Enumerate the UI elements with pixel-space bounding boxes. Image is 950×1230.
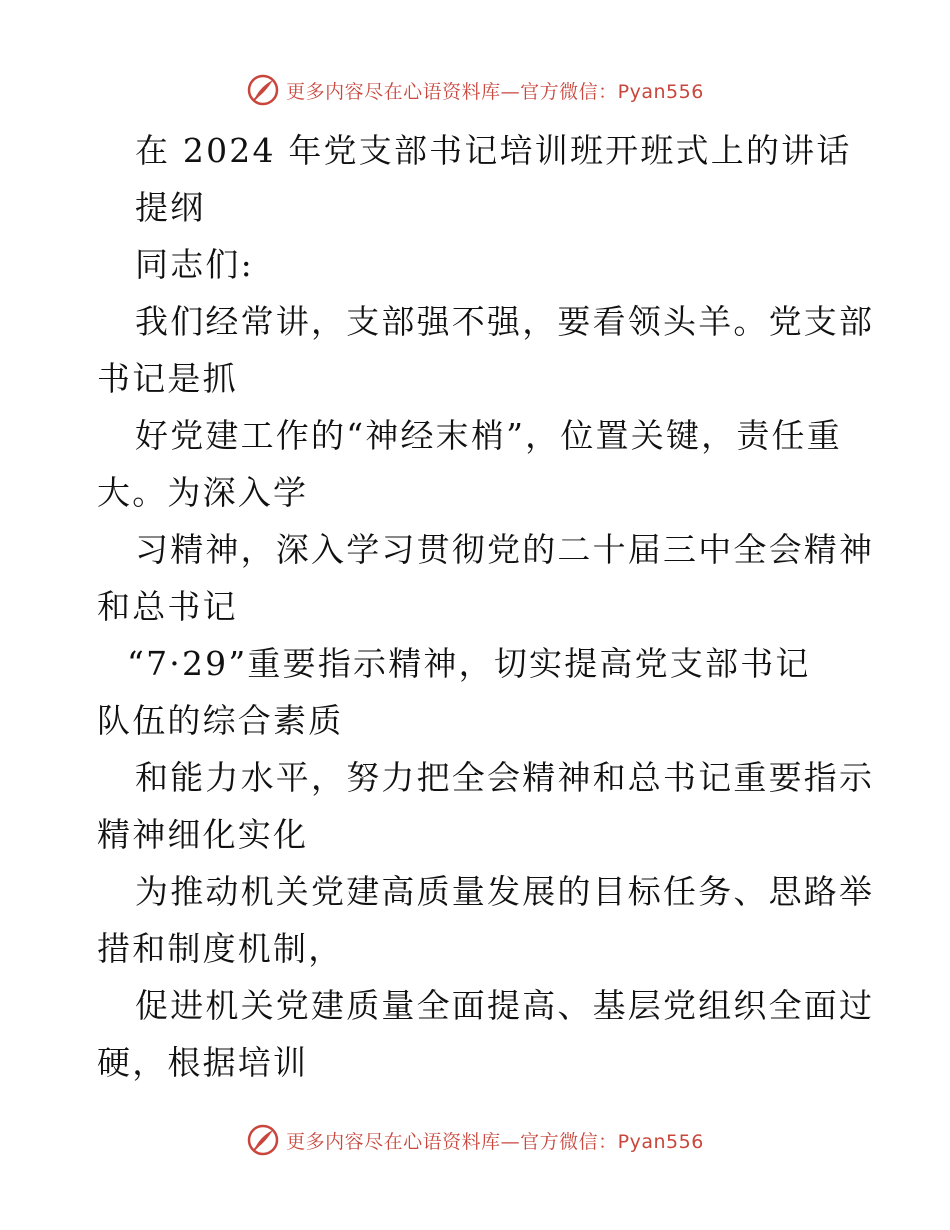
text-line: 精神细化实化 [97,815,309,854]
quill-logo-icon [246,1123,280,1157]
watermark-id: Pyan556 [617,1130,704,1153]
header-watermark [0,70,950,110]
title-line-2: 提纲 [135,188,206,227]
text-line: 书记是抓 [97,359,238,398]
text-line: 和能力水平，努力把全会精神和总书记重要指示 [135,758,875,797]
text-line: 我们经常讲，支部强不强，要看领头羊。党支部 [135,302,875,341]
title-line-1: 在 2024 年党支部书记培训班开班式上的讲话 [135,131,852,170]
text-line: 促进机关党建质量全面提高、基层党组织全面过 [135,986,875,1025]
watermark-text: 更多内容尽在心语资料库—官方微信：Pyan556 [286,80,704,103]
text-line: 为推动机关党建高质量发展的目标任务、思路举 [135,872,875,911]
text-line: 好党建工作的“神经末梢”，位置关键，责任重 [135,416,842,455]
footer-watermark [0,1120,950,1160]
watermark-text: 更多内容尽在心语资料库—官方微信：Pyan556 [286,1130,704,1153]
text-line: 措和制度机制， [97,929,344,968]
text-line: 习精神，深入学习贯彻党的二十届三中全会精神 [135,530,875,569]
salutation: 同志们: [135,245,254,284]
text-line: “7·29”重要指示精神，切实提高党支部书记 [127,644,811,683]
text-line: 和总书记 [97,587,238,626]
watermark-id: Pyan556 [617,80,704,103]
document-body [97,122,875,1091]
quill-logo-icon [246,73,280,107]
text-line: 硬，根据培训 [97,1043,309,1082]
text-line: 队伍的综合素质 [97,701,344,740]
text-line: 大。为深入学 [97,473,309,512]
